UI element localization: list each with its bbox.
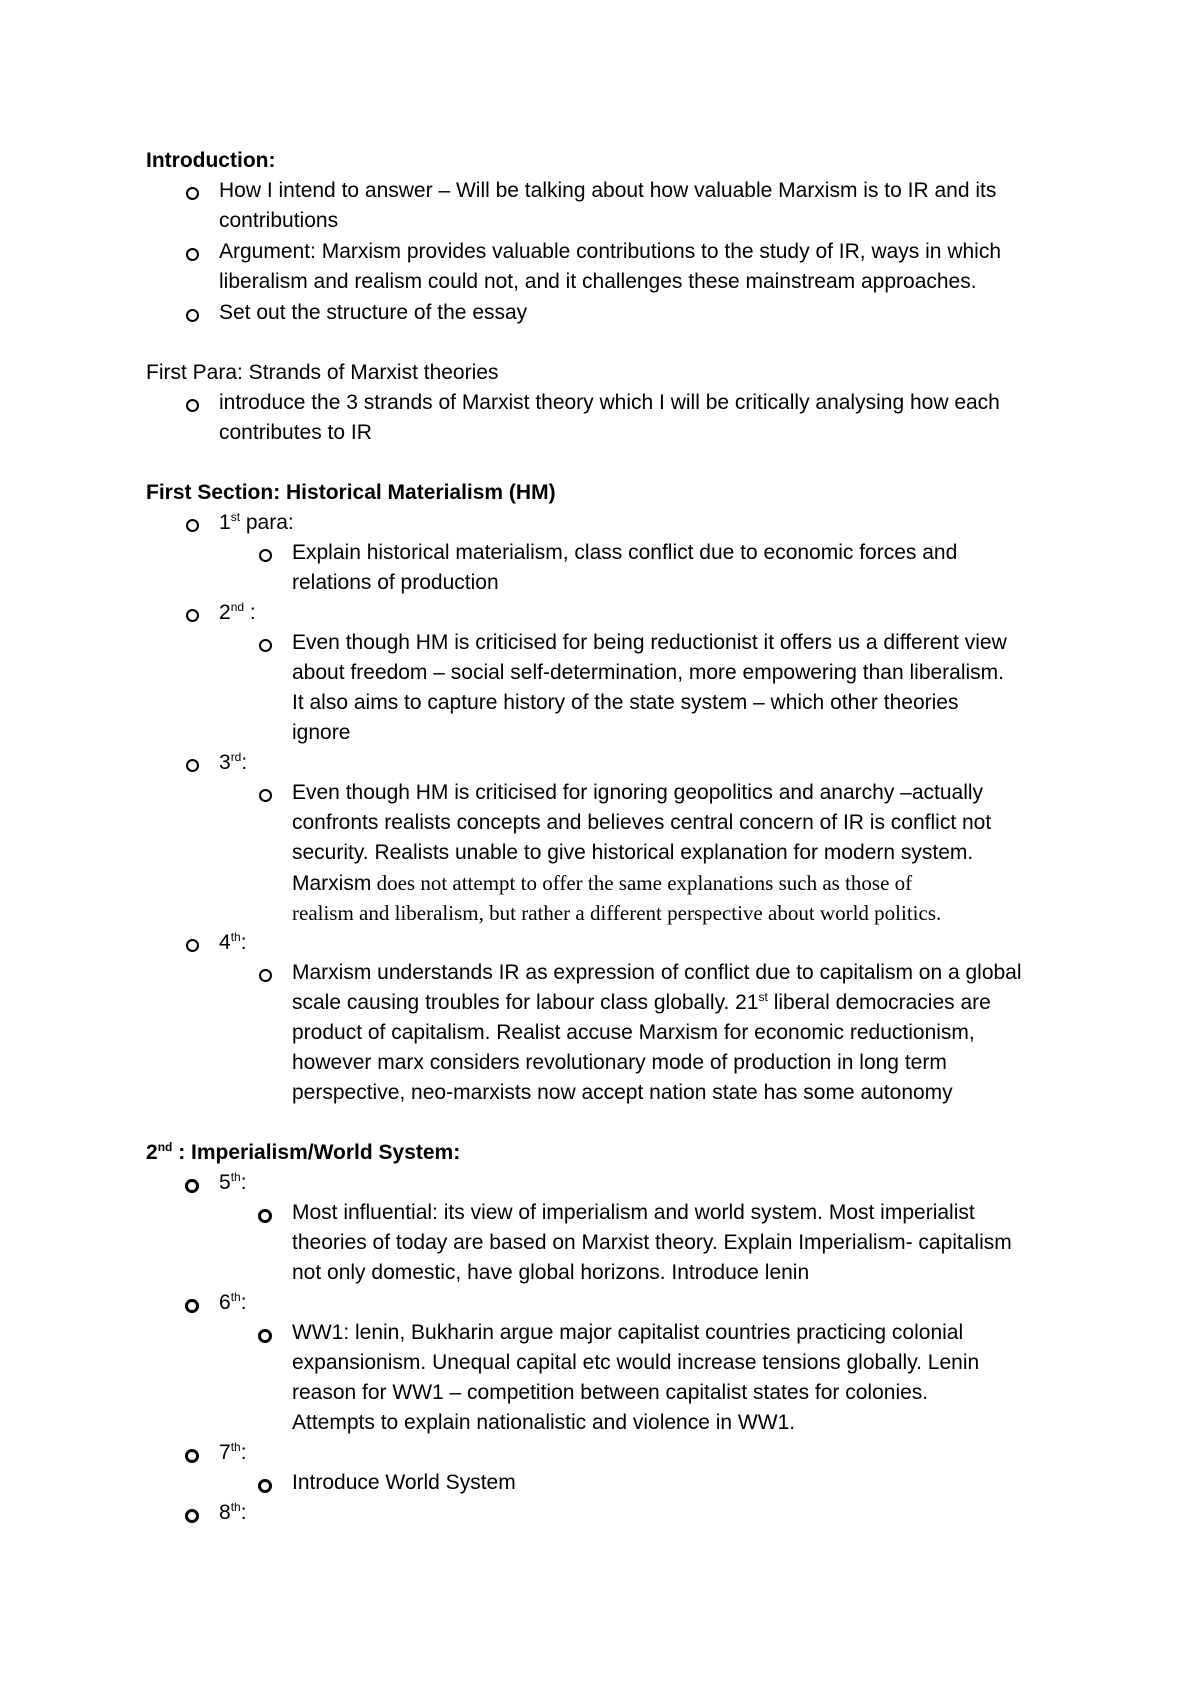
bullet-ring-icon bbox=[186, 759, 199, 772]
para-5-label: 5th: bbox=[219, 1170, 247, 1194]
para-2-line: It also aims to capture history of the state system – which other theories bbox=[292, 691, 959, 714]
para-1-line: Explain historical materialism, class conflict due to economic forces and bbox=[292, 541, 958, 564]
intro-bullet-1-cont: contributions bbox=[219, 209, 339, 232]
bullet-ring-icon bbox=[185, 1449, 199, 1463]
bullet-ring-icon bbox=[186, 609, 199, 622]
para-6-line: Attempts to explain nationalistic and violence in WW1. bbox=[292, 1411, 796, 1434]
para-6-label: 6th: bbox=[219, 1290, 247, 1314]
bullet-ring-icon bbox=[259, 789, 272, 802]
para-1-line: relations of production bbox=[292, 571, 499, 594]
para-7-line: Introduce World System bbox=[292, 1471, 516, 1494]
bullet-ring-icon bbox=[186, 248, 199, 261]
para-8-label: 8th: bbox=[219, 1500, 247, 1524]
para-6-line: expansionism. Unequal capital etc would increase tensions globally. Lenin bbox=[292, 1351, 980, 1374]
para-5-line: Most influential: its view of imperialism and world system. Most imperialist bbox=[292, 1201, 975, 1224]
bullet-ring-icon bbox=[258, 1479, 272, 1493]
para-3-line: realism and liberalism, but rather a different perspective about world politics. bbox=[292, 901, 942, 925]
para-2-label: 2nd : bbox=[219, 600, 256, 624]
first-para-bullet-1: introduce the 3 strands of Marxist theory which I will be critically analysing how each bbox=[219, 391, 1000, 414]
bullet-ring-icon bbox=[186, 519, 199, 532]
bullet-ring-icon bbox=[185, 1299, 199, 1313]
bullet-ring-icon bbox=[186, 939, 199, 952]
bullet-ring-icon bbox=[259, 969, 272, 982]
section2-heading: 2nd : Imperialism/World System: bbox=[146, 1140, 461, 1164]
para-4-line: Marxism understands IR as expression of conflict due to capitalism on a global bbox=[292, 961, 1022, 984]
bullet-ring-icon bbox=[186, 309, 199, 322]
para-2-line: Even though HM is criticised for being reductionist it offers us a different view bbox=[292, 631, 1007, 654]
bullet-ring-icon bbox=[186, 399, 199, 412]
bullet-ring-icon bbox=[258, 1209, 272, 1223]
bullet-ring-icon bbox=[259, 639, 272, 652]
para-2-line: ignore bbox=[292, 721, 351, 744]
intro-bullet-2-cont: liberalism and realism could not, and it challenges these mainstream approaches. bbox=[219, 270, 977, 293]
para-5-line: theories of today are based on Marxist theory. Explain Imperialism- capitalism bbox=[292, 1231, 1012, 1254]
intro-bullet-1: How I intend to answer – Will be talking about how valuable Marxism is to IR and its bbox=[219, 179, 997, 202]
intro-heading: Introduction: bbox=[146, 149, 276, 172]
bullet-ring-icon bbox=[185, 1179, 199, 1193]
section1-heading: First Section: Historical Materialism (HM) bbox=[146, 481, 556, 504]
para-4-line: scale causing troubles for labour class globally. 21st liberal democracies are bbox=[292, 990, 991, 1014]
bullet-ring-icon bbox=[258, 1329, 272, 1343]
para-3-line: Marxism does not attempt to offer the same explanations such as those of bbox=[292, 871, 913, 895]
para-3-label: 3rd: bbox=[219, 750, 248, 774]
para-2-line: about freedom – social self-determination, more empowering than liberalism. bbox=[292, 661, 1005, 684]
para-3-line: confronts realists concepts and believes central concern of IR is conflict not bbox=[292, 811, 992, 834]
bullet-ring-icon bbox=[186, 187, 199, 200]
para-4-line: however marx considers revolutionary mode of production in long term bbox=[292, 1051, 947, 1074]
bullet-ring-icon bbox=[259, 549, 272, 562]
para-3-line: security. Realists unable to give historical explanation for modern system. bbox=[292, 841, 974, 864]
para-4-label: 4th: bbox=[219, 930, 247, 954]
para-1-label: 1st para: bbox=[219, 510, 294, 534]
para-4-line: perspective, neo-marxists now accept nation state has some autonomy bbox=[292, 1081, 953, 1104]
bullet-ring-icon bbox=[185, 1509, 199, 1523]
para-5-line: not only domestic, have global horizons. Introduce lenin bbox=[292, 1261, 810, 1284]
first-para-bullet-1-cont: contributes to IR bbox=[219, 421, 372, 444]
para-3-line: Even though HM is criticised for ignoring geopolitics and anarchy –actually bbox=[292, 781, 984, 804]
para-4-line: product of capitalism. Realist accuse Marxism for economic reductionism, bbox=[292, 1021, 975, 1044]
para-6-line: WW1: lenin, Bukharin argue major capitalist countries practicing colonial bbox=[292, 1321, 964, 1344]
intro-bullet-2: Argument: Marxism provides valuable contributions to the study of IR, ways in which bbox=[219, 240, 1002, 263]
para-6-line: reason for WW1 – competition between capitalist states for colonies. bbox=[292, 1381, 929, 1404]
first-para-heading: First Para: Strands of Marxist theories bbox=[146, 361, 499, 384]
intro-bullet-3: Set out the structure of the essay bbox=[219, 301, 528, 324]
para-7-label: 7th: bbox=[219, 1440, 247, 1464]
